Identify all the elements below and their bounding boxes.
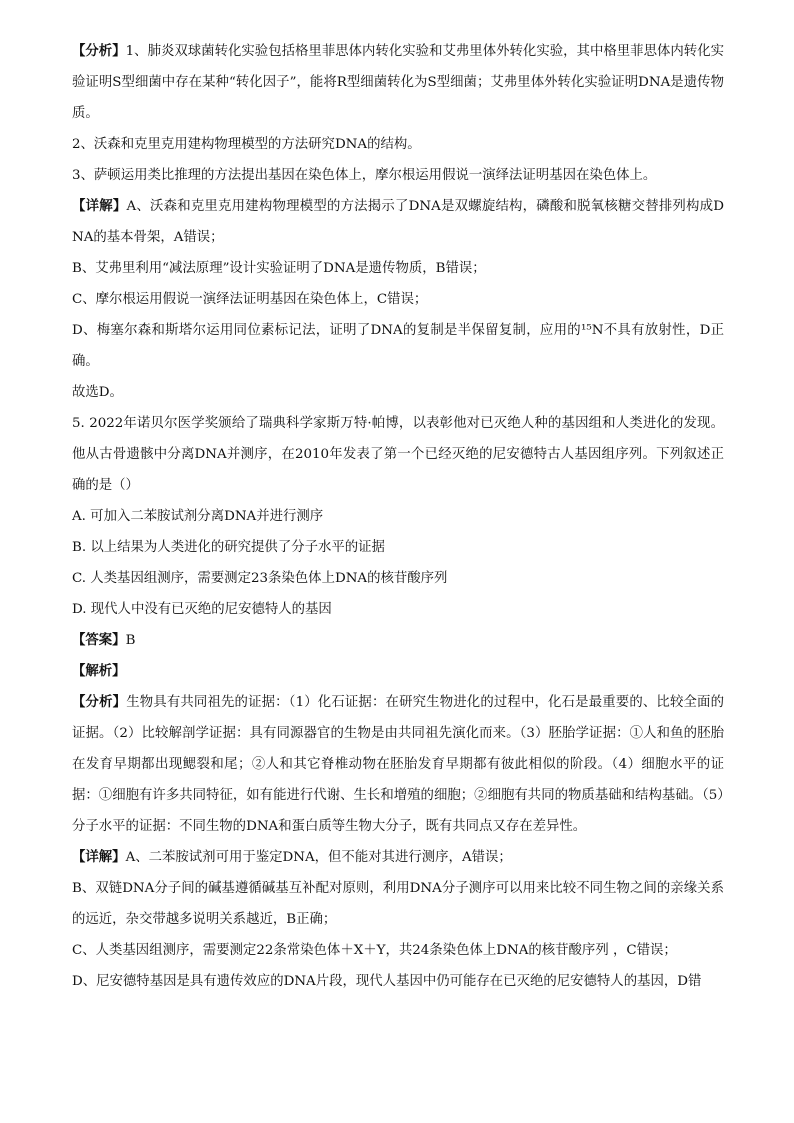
paragraph-detail-c <box>72 284 724 315</box>
paragraph-detail-q5-c <box>72 935 724 966</box>
explain-line <box>72 656 724 687</box>
option-text: B. 以上结果为人类进化的研究提供了分子水平的证据 <box>72 540 385 555</box>
section-tag: 【答案】 <box>72 632 126 648</box>
section-tag: 【分析】 <box>72 694 127 710</box>
paragraph-detail-q5-d <box>72 966 724 997</box>
option-text: A. 可加入二苯胺试剂分离DNA并进行测序 <box>72 509 324 524</box>
document-page <box>72 36 724 997</box>
paragraph-detail-q5-b <box>72 873 724 935</box>
paragraph-analysis-q5 <box>72 687 724 842</box>
section-tag: 【详解】 <box>72 849 126 865</box>
paragraph-text: A、二苯胺试剂可用于鉴定DNA，但不能对其进行测序，A错误； <box>125 850 512 865</box>
section-tag: 【分析】 <box>72 43 126 59</box>
paragraph-detail-b <box>72 253 724 284</box>
option-c <box>72 563 724 594</box>
paragraph-detail-d <box>72 315 724 377</box>
paragraph-text: 生物具有共同祖先的证据：（1）化石证据：在研究生物进化的过程中，化石是最重要的、比较全面的证据。（2）比较解剖学证据：具有同源器官的生物是由共同祖先演化而来。（3）胚胎学证据：①人和鱼的胚胎在发育早期都出现鳃裂和尾；②人和其它脊椎动物在胚胎发育早期都有彼此相似的阶段。（4）细胞水平的证据：①细胞有许多共同特征，如有能进行代谢、生长和增殖的细胞；②细胞有共同的物质基础和结构基础。（5）分子水平的证据：不同生物的DNA和蛋白质等生物大分子，既有共同点又存在差异性。 <box>72 695 724 834</box>
question-5-stem <box>72 408 724 501</box>
paragraph-text: D、梅塞尔森和斯塔尔运用同位素标记法，证明了DNA的复制是半保留复制，应用的¹⁵N不具有放射性，D正确。 <box>72 323 724 369</box>
paragraph-detail-a <box>72 191 724 253</box>
answer-text: B <box>125 633 136 648</box>
section-tag: 【解析】 <box>72 663 126 679</box>
option-text: C. 人类基因组测序，需要测定23条染色体上DNA的核苷酸序列 <box>72 571 448 586</box>
section-tag: 【详解】 <box>72 198 127 214</box>
paragraph-text: D、尼安德特基因是具有遗传效应的DNA片段，现代人基因中仍可能存在已灭绝的尼安德特人的基因，D错 <box>72 974 702 989</box>
paragraph-text: 故选D。 <box>72 385 123 400</box>
paragraph-detail-q5-a <box>72 842 724 873</box>
answer-line <box>72 625 724 656</box>
paragraph-text: A、沃森和克里克用建构物理模型的方法揭示了DNA是双螺旋结构，磷酸和脱氧核糖交替排列构成DNA的基本骨架，A错误； <box>72 199 725 245</box>
paragraph-text: 3、萨顿运用类比推理的方法提出基因在染色体上，摩尔根运用假说一演绎法证明基因在染色体上。 <box>72 168 657 183</box>
paragraph-analysis-3 <box>72 160 724 191</box>
option-d <box>72 594 724 625</box>
paragraph-text: 1、肺炎双球菌转化实验包括格里菲思体内转化实验和艾弗里体外转化实验，其中格里菲思体内转化实验证明S型细菌中存在某种“转化因子”，能将R型细菌转化为S型细菌；艾弗里体外转化实验证明DNA是遗传物质。 <box>72 44 724 121</box>
paragraph-text: B、艾弗里利用“减法原理”设计实验证明了DNA是遗传物质，B错误； <box>72 261 486 276</box>
paragraph-text: 2、沃森和克里克用建构物理模型的方法研究DNA的结构。 <box>72 137 421 152</box>
paragraph-text: C、人类基因组测序，需要测定22条常染色体＋X＋Y，共24条染色体上DNA的核苷酸序列 ，C错误； <box>72 943 677 958</box>
option-b <box>72 532 724 563</box>
option-text: D. 现代人中没有已灭绝的尼安德特人的基因 <box>72 602 332 617</box>
paragraph-analysis-1 <box>72 36 724 129</box>
option-a <box>72 501 724 532</box>
paragraph-choice <box>72 377 724 408</box>
paragraph-text: 5. 2022年诺贝尔医学奖颁给了瑞典科学家斯万特·帕博，以表彰他对已灭绝人种的基因组和人类进化的发现。他从古骨遗骸中分离DNA并测序，在2010年发表了第一个已经灭绝的尼安德特古人基因组序列。下列叙述正确的是（） <box>72 416 724 493</box>
paragraph-text: B、双链DNA分子间的碱基遵循碱基互补配对原则，利用DNA分子测序可以用来比较不同生物之间的亲缘关系的远近，杂交带越多说明关系越近，B正确； <box>72 881 724 927</box>
paragraph-analysis-2 <box>72 129 724 160</box>
paragraph-text: C、摩尔根运用假说一演绎法证明基因在染色体上，C错误； <box>72 292 428 307</box>
